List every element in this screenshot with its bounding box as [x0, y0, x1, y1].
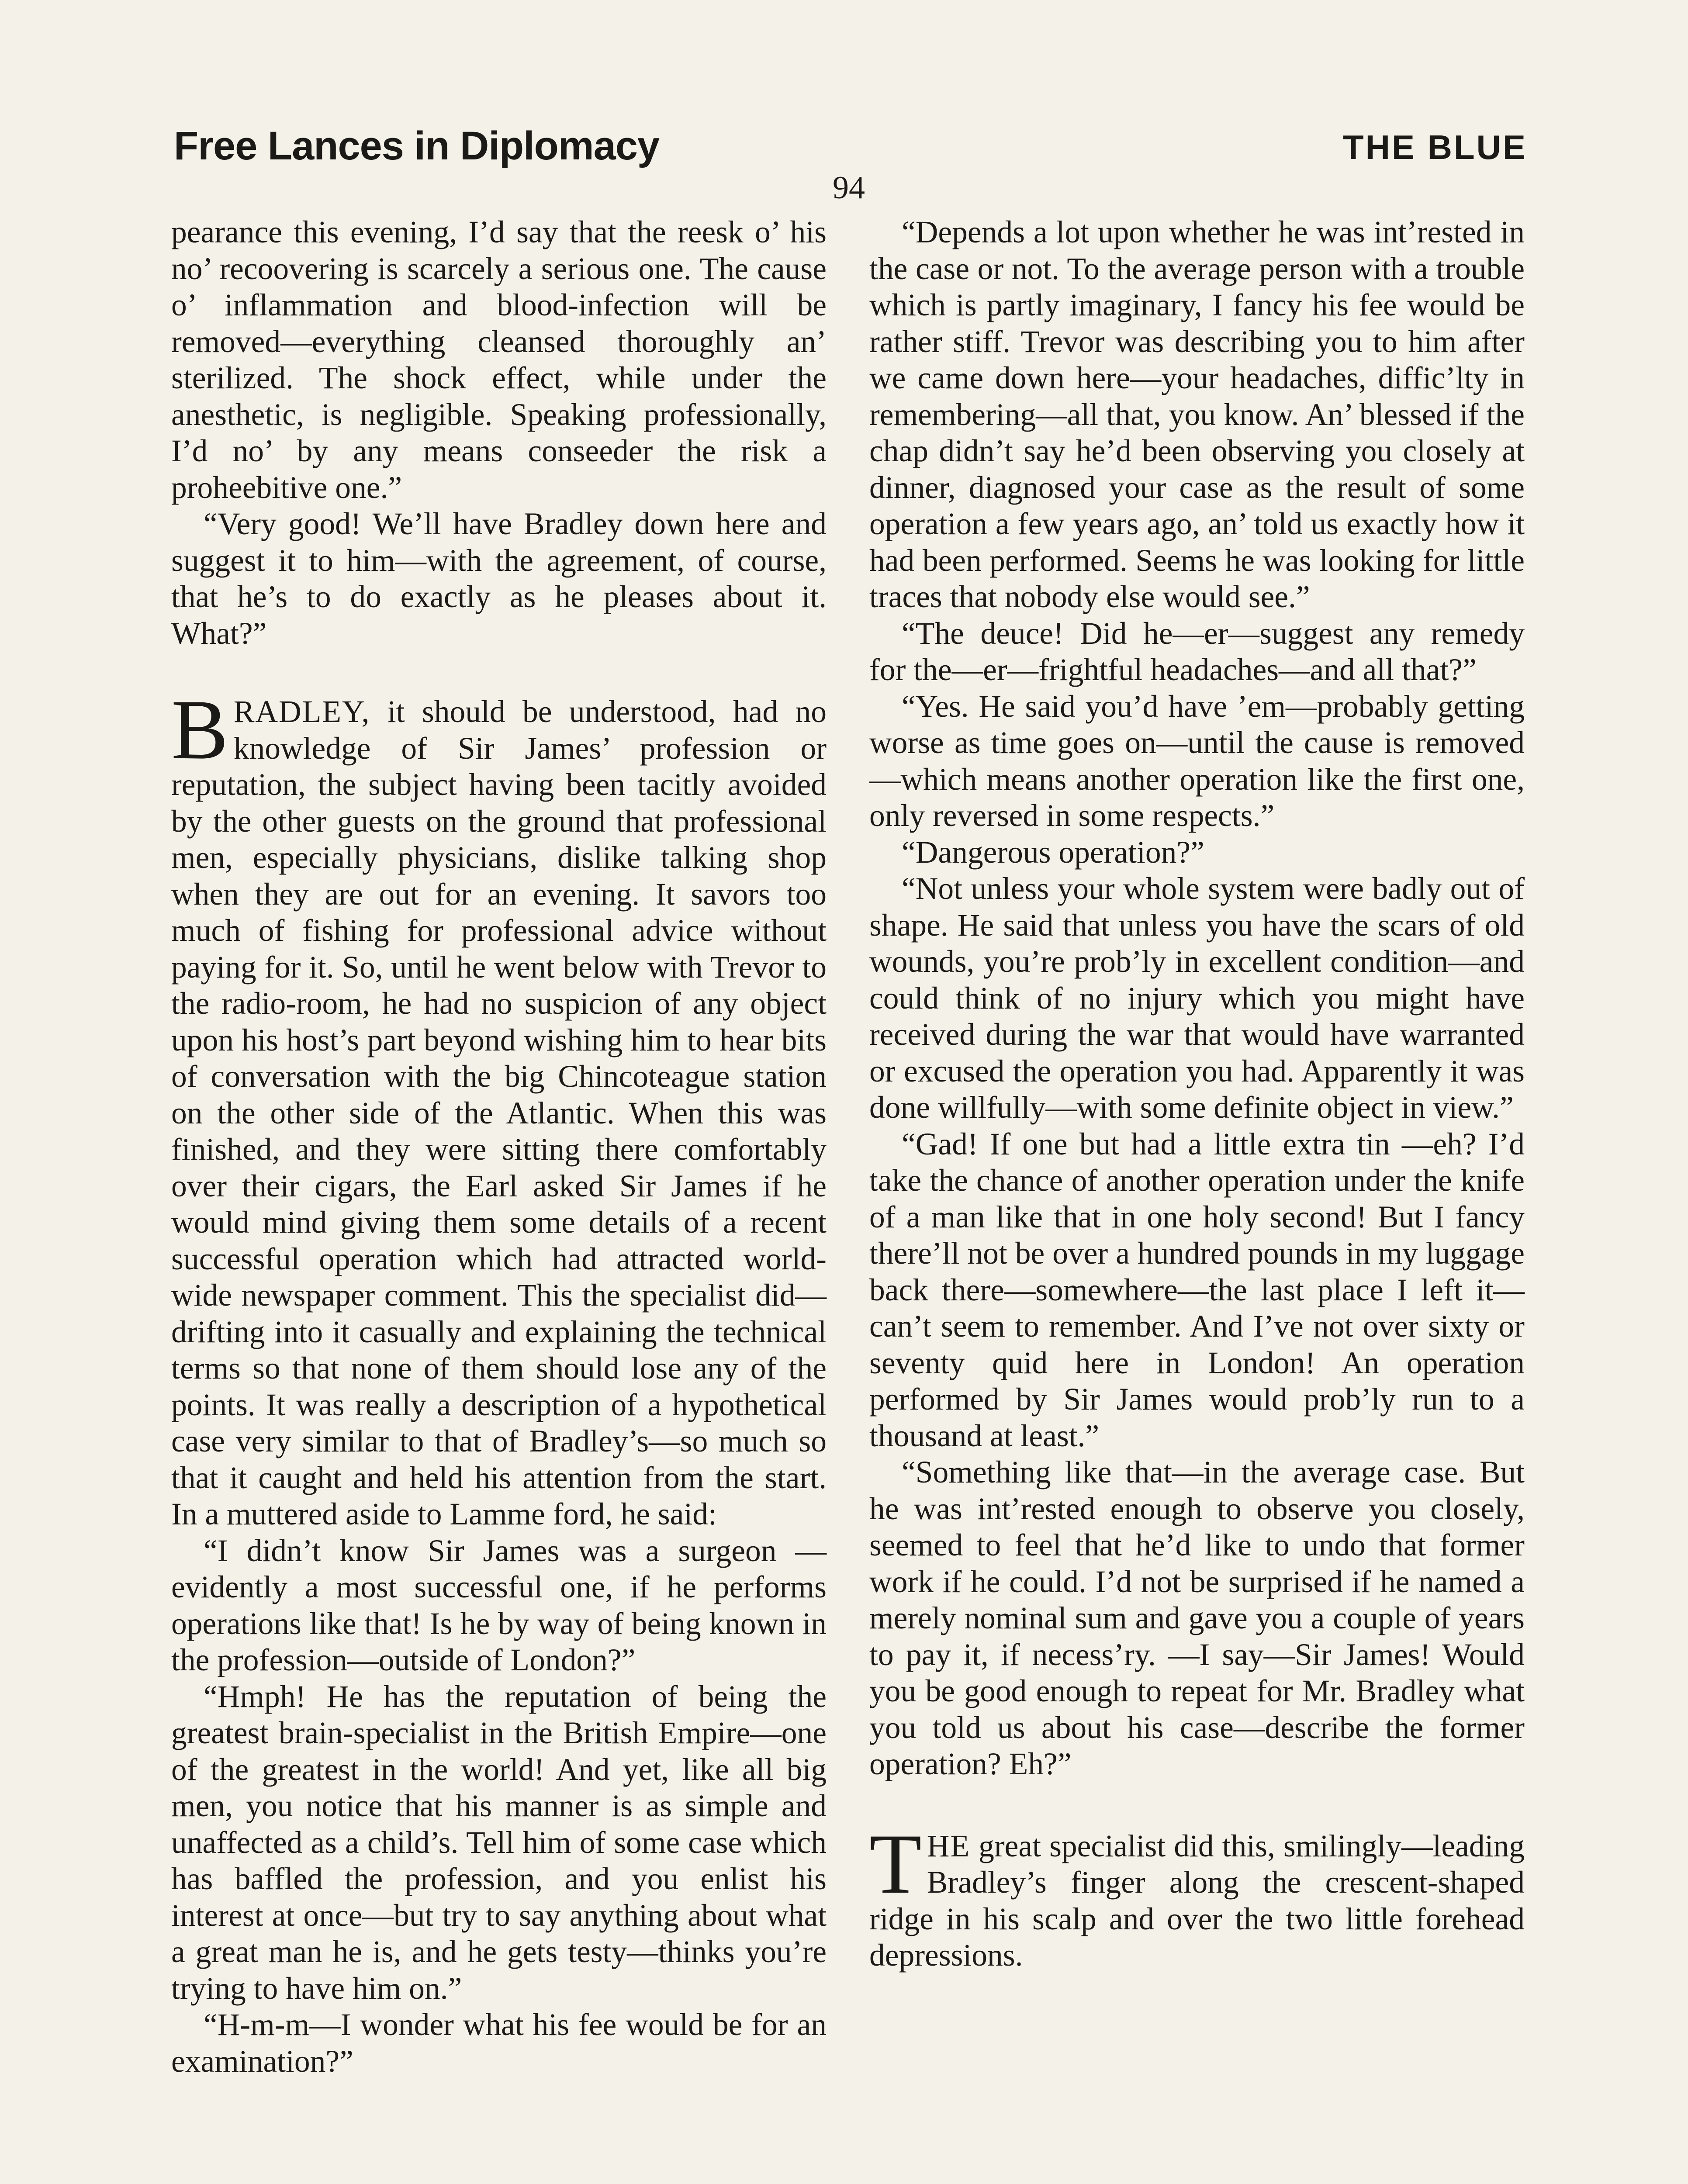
lead-in: RADLEY,	[233, 695, 370, 729]
drop-cap: B	[171, 682, 228, 777]
paragraph: “Not unless your whole system were badly out of shape. He said that unless you have the scars of old wounds, you’re prob’ly in excellent condition—and could think of no injury which you might have received during the war that would have warranted or excused the operation you had. Apparently it was done willfully—with some definite object in view.”	[869, 871, 1525, 1125]
section-paragraph	[869, 1816, 1525, 1974]
drop-cap: T	[869, 1816, 922, 1911]
paragraph: “H-m-m—I wonder what his fee would be for an examination?”	[171, 2008, 827, 2079]
paragraph: “Gad! If one but had a little extra tin —eh? I’d take the chance of another operation under the knife of a man like that in one holy second! But I fancy there’ll not be over a hundred pounds in my luggage back there—somewhere—the last place I left it—can’t seem to remember. And I’ve not over sixty or seventy quid here in London! An operation performed by Sir James would prob’ly run to a thousand at least.”	[869, 1127, 1525, 1453]
paragraph: “Dangerous operation?”	[902, 835, 1204, 870]
paragraph: “Something like that—in the average case. But he was int’rested enough to observe you closely, seemed to feel that he’d like to undo that former work if he could. I’d not be surprised if he named a merely nominal sum and gave you a couple of years to pay it, if necess’ry. —I say—Sir James! Would you be good enough to repeat for Mr. Bradley what you told us about his case—describe the former operation? Eh?”	[869, 1455, 1525, 1781]
lead-in: HE	[927, 1828, 971, 1863]
magazine-name: THE BLUE	[1343, 128, 1527, 166]
left-column	[171, 214, 827, 2080]
paragraph: “I didn’t know Sir James was a surgeon —evidently a most successful one, if he performs operations like that! Is he by way of being known in the profession—outside of London?”	[171, 1533, 827, 1677]
paragraph: “Very good! We’ll have Bradley down here and suggest it to him—with the agreement, of course, that he’s to do exactly as he pleases about it. What?”	[171, 507, 827, 651]
section-text: it should be understood, had no knowledge of Sir James’ profession or reputation, the subject having been tacitly avoided by the other guests on the ground that professional men, especially physicians, dislike talking shop when they are out for an evening. It savors too much of fishing for professional advice without paying for it. So, until he went below with Trevor to the radio-room, he had no suspicion of any object upon his host’s part beyond wishing him to hear bits of conversation with the big Chincoteague station on the other side of the Atlantic. When this was finished, and they were sitting there comfortably over their cigars, the Earl asked Sir James if he would mind giving them some details of a recent successful operation which had attracted world-wide newspaper comment. This the specialist did—drifting into it casually and explaining the technical terms so that none of them should lose any of the points. It was really a description of a hypothetical case very similar to that of Bradley’s—so much so that it caught and held his attention from the start. In a muttered aside to Lamme ford, he said:	[171, 695, 827, 1531]
paragraph: “Hmph! He has the reputation of being the greatest brain-specialist in the British Empire—one of the greatest in the world! And yet, like all big men, you notice that his manner is as simple and unaffected as a child’s. Tell him of some case which has baffled the profession, and you enlist his interest at once—but try to say anything about what a great man he is, and he gets testy—thinks you’re trying to have him on.”	[171, 1679, 827, 2006]
paragraph: pearance this evening, I’d say that the reesk o’ his no’ recoovering is scarcely a serious one. The cause o’ inflammation and blood-infection will be removed—everything cleansed thoroughly an’ sterilized. The shock effect, while under the anesthetic, is negligible. Speaking professionally, I’d no’ by any means conseeder the risk a proheebitive one.”	[171, 215, 827, 505]
page-number: 94	[833, 170, 865, 206]
paragraph: “Yes. He said you’d have ’em—probably getting worse as time goes on—until the cause is removed—which means another operation like the first one, only reversed in some respects.”	[869, 689, 1525, 833]
paragraph: “The deuce! Did he—er—suggest any remedy for the—er—frightful headaches—and all that?”	[869, 616, 1525, 687]
running-title: Free Lances in Diplomacy	[174, 124, 660, 168]
right-column	[869, 214, 1525, 1974]
paragraph: “Depends a lot upon whether he was int’rested in the case or not. To the average person with a trouble which is partly imaginary, I fancy his fee would be rather stiff. Trevor was describing you to him after we came down here—your headaches, diffic’lty in remembering—all that, you know. An’ blessed if the chap didn’t say he’d been observing you closely at dinner, diagnosed your case as the result of some operation a few years ago, an’ told us exactly how it had been performed. Seems he was looking for little traces that nobody else would see.”	[869, 215, 1525, 614]
section-text: great specialist did this, smilingly—leading Bradley’s finger along the crescent-shaped ridge in his scalp and over the two little forehead depressions.	[869, 1828, 1525, 1973]
section-paragraph	[171, 682, 827, 1533]
